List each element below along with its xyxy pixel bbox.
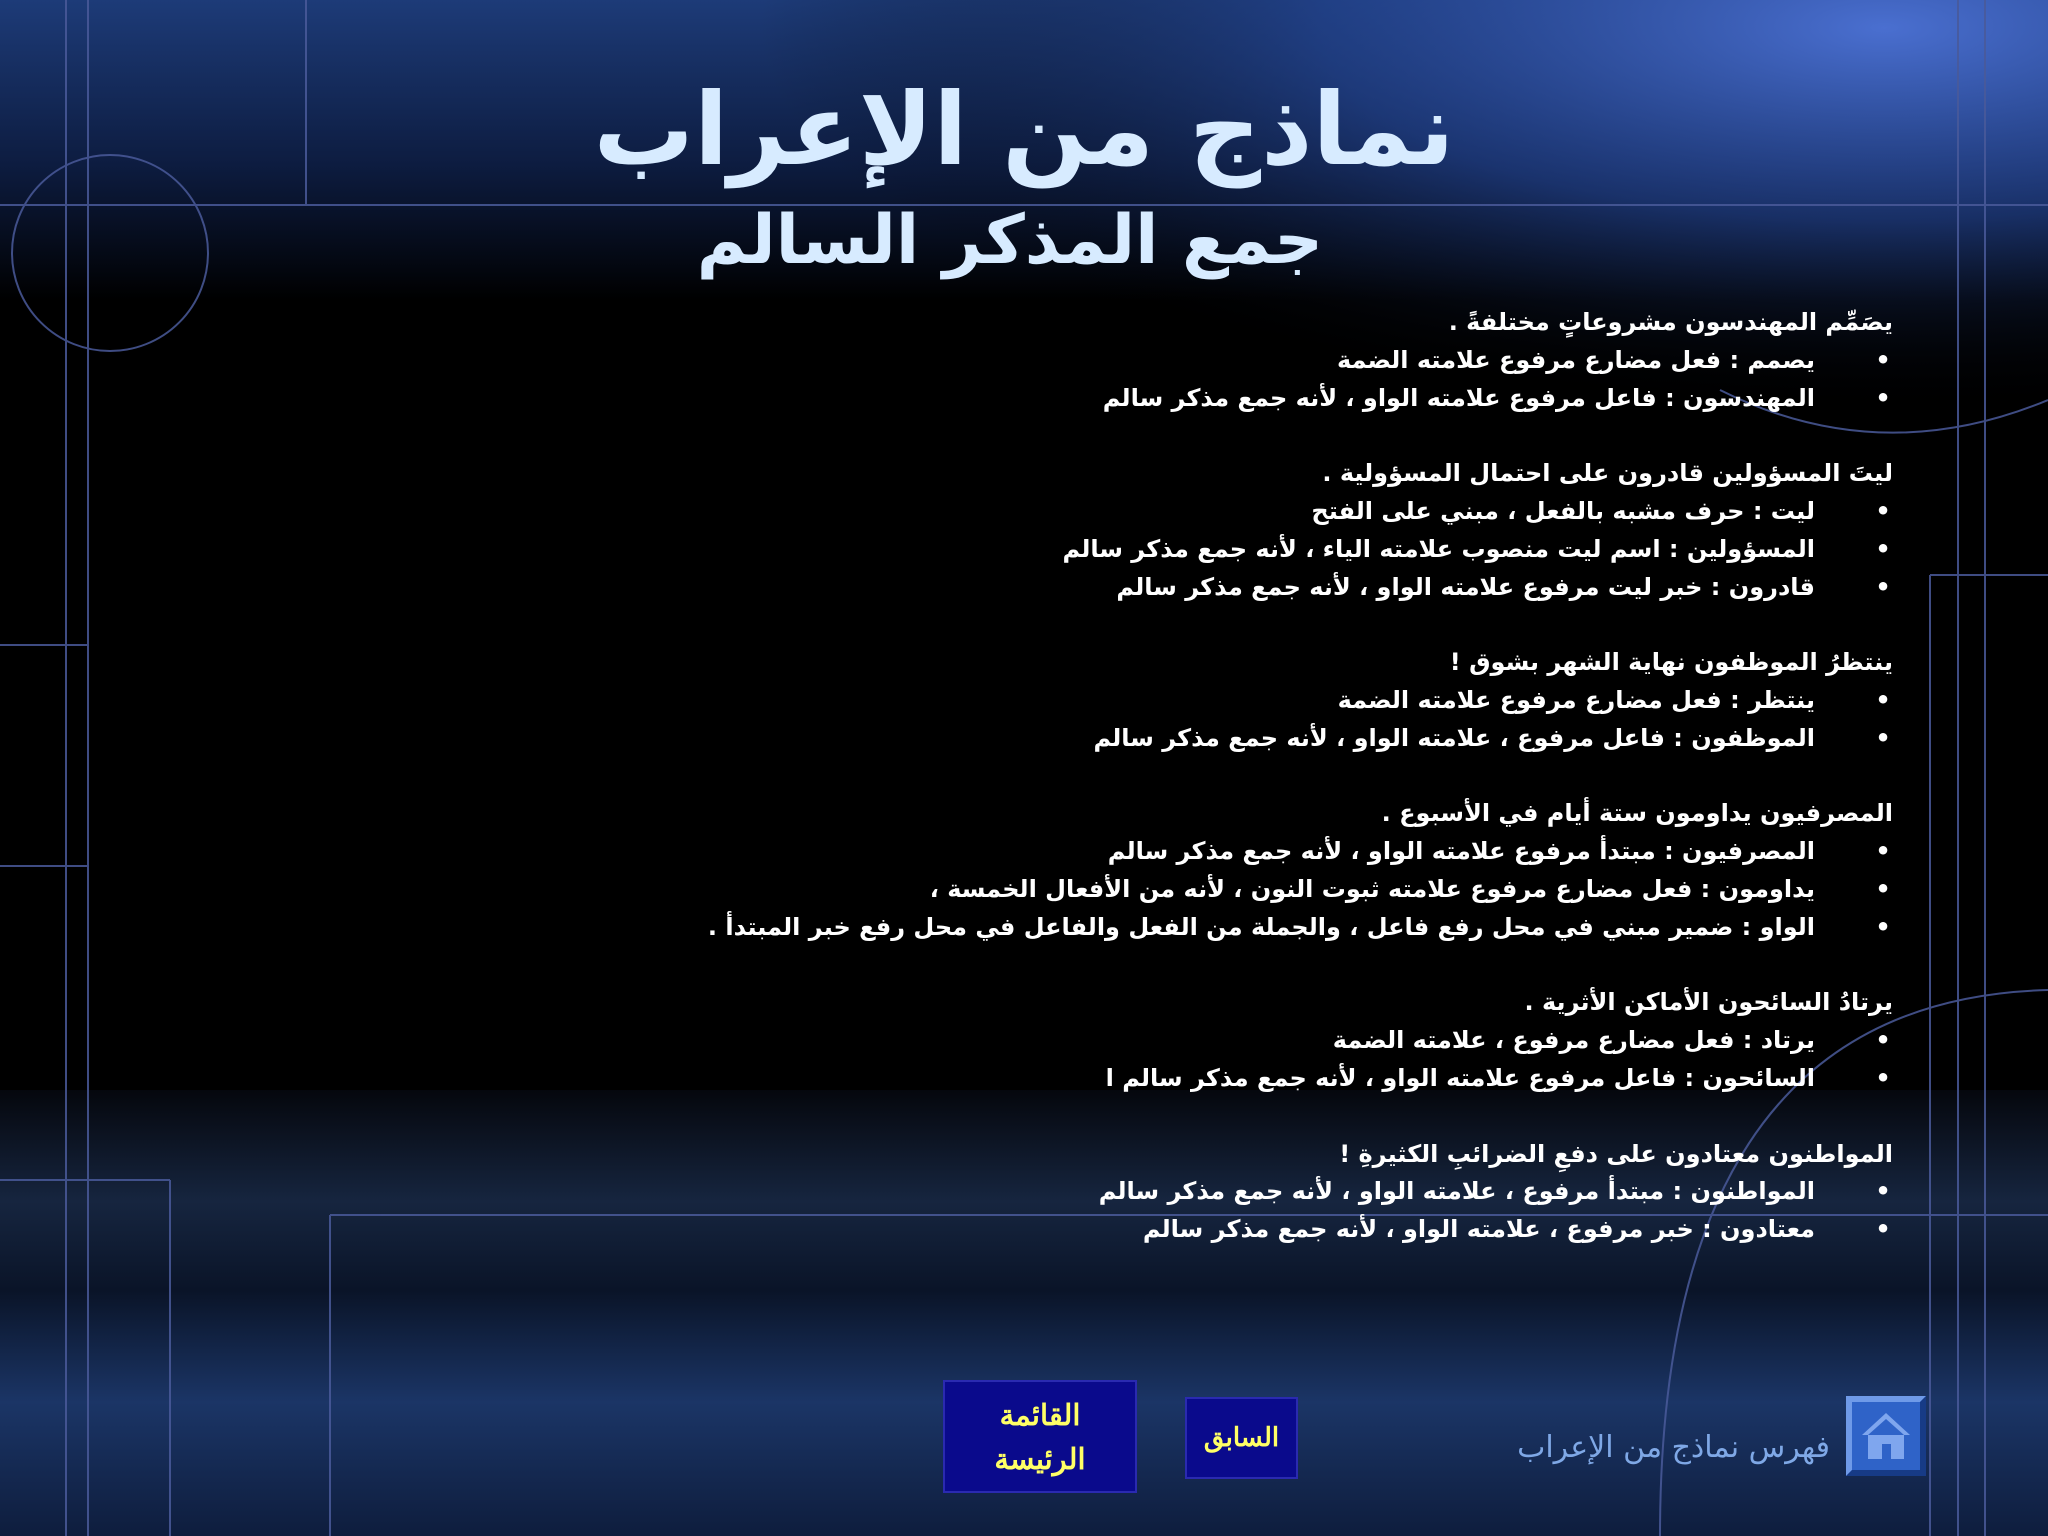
examples-index-link[interactable]: فهرس نماذج من الإعراب — [1517, 1430, 1830, 1465]
bullet-icon: • — [1875, 345, 1891, 374]
bullet-icon: • — [1875, 1063, 1891, 1092]
analysis-item — [473, 380, 1893, 418]
analysis-item — [473, 871, 1893, 909]
analysis-text: معتادون : خبر مرفوع ، علامته الواو ، لأنه جمع مذكر سالم — [1142, 1215, 1815, 1244]
analysis-item — [473, 1022, 1893, 1060]
analysis-list — [473, 1173, 1893, 1249]
analysis-item — [473, 909, 1893, 947]
analysis-list — [473, 342, 1893, 418]
analysis-item — [473, 342, 1893, 380]
analysis-item — [473, 493, 1893, 531]
analysis-text: يصمم : فعل مضارع مرفوع علامته الضمة — [1336, 345, 1815, 374]
example-sentence: يرتادُ السائحون الأماكن الأثرية . — [1524, 988, 1893, 1017]
bullet-icon: • — [1875, 1177, 1891, 1206]
bullet-icon: • — [1875, 1026, 1891, 1055]
analysis-text: الواو : ضمير مبني في محل رفع فاعل ، والجملة من الفعل والفاعل في محل رفع خبر المبتدأ . — [707, 912, 1815, 941]
example-sentence: ليتَ المسؤولين قادرون على احتمال المسؤولية . — [1322, 459, 1893, 488]
analysis-item — [473, 1211, 1893, 1249]
analysis-list — [473, 682, 1893, 758]
bullet-icon: • — [1875, 837, 1891, 866]
analysis-text: المواطنون : مبتدأ مرفوع ، علامته الواو ، لأنه جمع مذكر سالم — [1098, 1177, 1815, 1206]
analysis-item — [473, 682, 1893, 720]
slide-title: نماذج من الإعراب — [593, 71, 1455, 188]
analysis-text: ينتظر : فعل مضارع مرفوع علامته الضمة — [1337, 685, 1815, 714]
example-group — [473, 1136, 1893, 1249]
analysis-text: قادرون : خبر ليت مرفوع علامته الواو ، لأنه جمع مذكر سالم — [1116, 572, 1815, 601]
analysis-item — [473, 531, 1893, 569]
bullet-icon: • — [1875, 383, 1891, 412]
previous-button[interactable]: السابق — [1185, 1397, 1298, 1479]
analysis-list — [473, 1022, 1893, 1098]
analysis-text: يرتاد : فعل مضارع مرفوع ، علامته الضمة — [1332, 1026, 1815, 1055]
example-group — [473, 455, 1893, 606]
bullet-icon: • — [1875, 1215, 1891, 1244]
example-sentence: ينتظرُ الموظفون نهاية الشهر بشوق ! — [1449, 648, 1893, 677]
home-button[interactable] — [1846, 1396, 1926, 1476]
bullet-icon: • — [1875, 723, 1891, 752]
bullet-icon: • — [1875, 874, 1891, 903]
bullet-icon: • — [1875, 912, 1891, 941]
analysis-text: ليت : حرف مشبه بالفعل ، مبني على الفتح — [1311, 496, 1815, 525]
analysis-text: المهندسون : فاعل مرفوع علامته الواو ، لأنه جمع مذكر سالم — [1102, 383, 1815, 412]
analysis-text: المسؤولين : اسم ليت منصوب علامته الياء ، لأنه جمع مذكر سالم — [1062, 534, 1815, 563]
analysis-item — [473, 1173, 1893, 1211]
main-menu-button[interactable] — [943, 1380, 1137, 1493]
example-group — [473, 644, 1893, 757]
analysis-text: المصرفيون : مبتدأ مرفوع علامته الواو ، لأنه جمع مذكر سالم — [1107, 837, 1815, 866]
analysis-item — [473, 1060, 1893, 1098]
analysis-item — [473, 569, 1893, 607]
analysis-list — [473, 493, 1893, 606]
analysis-text: يداومون : فعل مضارع مرفوع علامته ثبوت النون ، لأنه من الأفعال الخمسة ، — [929, 874, 1815, 903]
bullet-icon: • — [1875, 496, 1891, 525]
bullet-icon: • — [1875, 572, 1891, 601]
analysis-item — [473, 720, 1893, 758]
bullet-icon: • — [1875, 534, 1891, 563]
analysis-text: السائحون : فاعل مرفوع علامته الواو ، لأنه جمع مذكر سالم ا — [1105, 1063, 1815, 1092]
main-menu-label-line2: الرئيسة — [994, 1444, 1086, 1476]
slide-subtitle: جمع المذكر السالم — [696, 201, 1324, 280]
analysis-list — [473, 833, 1893, 946]
example-group — [473, 984, 1893, 1097]
main-menu-label-line1: القائمة — [999, 1400, 1081, 1432]
analysis-item — [473, 833, 1893, 871]
example-sentence: المواطنون معتادون على دفعِ الضرائبِ الكثيرةِ ! — [1339, 1139, 1893, 1168]
examples-list — [473, 304, 1893, 1287]
analysis-text: الموظفون : فاعل مرفوع ، علامته الواو ، لأنه جمع مذكر سالم — [1093, 723, 1815, 752]
example-sentence: يصَمِّم المهندسون مشروعاتٍ مختلفةً . — [1448, 308, 1893, 336]
example-group — [473, 795, 1893, 946]
example-group — [473, 304, 1893, 417]
bullet-icon: • — [1875, 685, 1891, 714]
example-sentence: المصرفيون يداومون ستة أيام في الأسبوع . — [1381, 799, 1893, 828]
